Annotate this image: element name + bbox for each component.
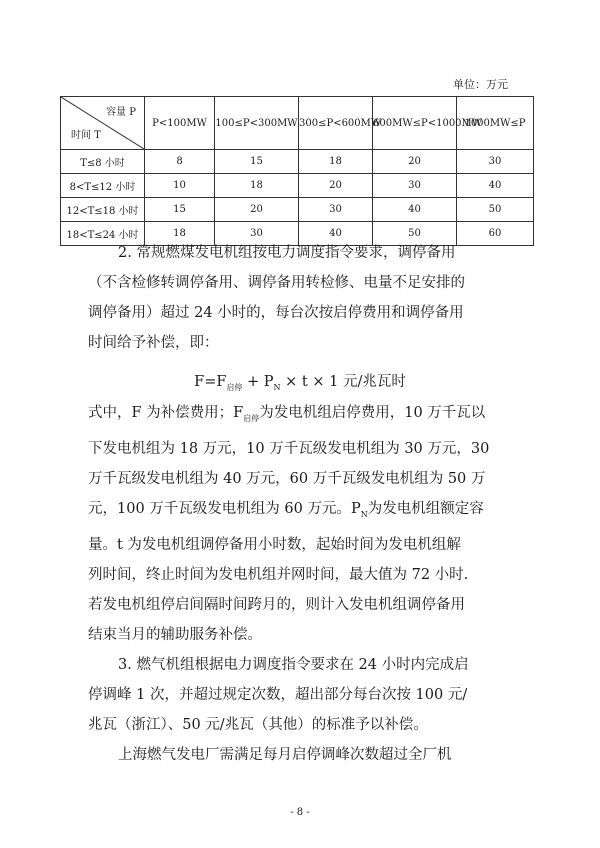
row-header: 12<T≤18 小时 [61, 198, 145, 222]
paragraph-line: 元，100 万千瓦级发电机组为 60 万元。$P_N$为发电机组额定容 [88, 500, 484, 519]
column-header: 600MW≤P<1000MW [373, 97, 457, 150]
table-cell: 30 [457, 150, 534, 174]
formula-subscript: 启停 [226, 382, 243, 392]
section-2-body [88, 398, 518, 650]
table-cell: 15 [145, 198, 215, 222]
table-cell: 50 [373, 222, 457, 246]
table-cell: 8 [145, 150, 215, 174]
paragraph-line: 兆瓦（浙江）、50 元/兆瓦（其他）的标准予以补偿。 [88, 717, 428, 733]
section-4 [88, 740, 518, 770]
paragraph-line: 时间给予补偿，即： [88, 335, 219, 351]
table-cell: 10 [145, 174, 215, 198]
section-2-intro [88, 238, 518, 358]
table-cell: 30 [215, 222, 299, 246]
paragraph-line: 量。t 为发电机组调停备用小时数，起始时间为发电机组解 [88, 536, 461, 553]
table-cell: 30 [373, 174, 457, 198]
column-header: 1000MW≤P [457, 97, 534, 150]
table-row [61, 174, 534, 198]
formula-mid: + P [247, 374, 274, 390]
table-cell: 60 [457, 222, 534, 246]
section-3 [88, 650, 518, 740]
table-cell: 18 [299, 150, 373, 174]
corner-label-capacity: 容量 P [106, 107, 136, 118]
table-cell: 20 [299, 174, 373, 198]
formula-subscript: N [273, 382, 281, 392]
formula-rhs: × t × 1 元/兆瓦时 [285, 374, 406, 390]
paragraph-line: （不含检修转调停备用、调停备用转检修、电量不足安排的 [88, 275, 465, 291]
corner-label-time: 时间 T [71, 130, 101, 141]
column-header: 100≤P<300MW [215, 97, 299, 150]
table-cell: 50 [457, 198, 534, 222]
table-cell: 20 [373, 150, 457, 174]
paragraph-line: 3. 燃气机组根据电力调度指令要求在 24 小时内完成启 [118, 657, 469, 673]
paragraph-line: 下发电机组为 18 万元，10 万千瓦级发电机组为 30 万元，30 [88, 440, 490, 457]
paragraph-line: 万千瓦级发电机组为 40 万元，60 万千瓦级发电机组为 50 万 [88, 470, 486, 487]
table-cell: 18 [215, 174, 299, 198]
table-row [61, 198, 534, 222]
table-cell: 30 [299, 198, 373, 222]
formula-lhs: F=F [194, 374, 227, 390]
table-cell: 40 [457, 174, 534, 198]
compensation-formula [0, 370, 600, 393]
paragraph-line: 若发电机组停启间隔时间跨月的，则计入发电机组调停备用 [88, 596, 465, 613]
page-number: - 8 - [290, 807, 310, 818]
compensation-table [60, 96, 534, 246]
unit-label: 单位：万元 [453, 78, 508, 91]
table-cell: 15 [215, 150, 299, 174]
table-cell: 40 [299, 222, 373, 246]
row-header: 8<T≤12 小时 [61, 174, 145, 198]
paragraph-line: 结束当月的辅助服务补偿。 [88, 626, 262, 643]
table-corner-cell [61, 97, 145, 150]
paragraph-line: 调停备用）超过 24 小时的，每台次按启停费用和调停备用 [88, 305, 464, 321]
row-header: T≤8 小时 [61, 150, 145, 174]
paragraph-line: 2. 常规燃煤发电机组按电力调度指令要求，调停备用 [118, 245, 456, 261]
paragraph-line: 列时间，终止时间为发电机组并网时间，最大值为 72 小时. [88, 566, 469, 583]
table-cell: 20 [215, 198, 299, 222]
paragraph-line: 上海燃气发电厂需满足每月启停调峰次数超过全厂机 [118, 747, 452, 763]
paragraph-line: 停调峰 1 次，并超过规定次数，超出部分每台次按 100 元/ [88, 687, 468, 703]
table-header-row [61, 97, 534, 150]
paragraph-line: 式中，F 为补偿费用；$F_{启停}$为发电机组启停费用，10 万千瓦以 [88, 405, 486, 423]
column-header: 300≤P<600MW [299, 97, 373, 150]
table-cell: 40 [373, 198, 457, 222]
table-row [61, 150, 534, 174]
table-cell: 18 [145, 222, 215, 246]
column-header: P<100MW [145, 97, 215, 150]
row-header: 18<T≤24 小时 [61, 222, 145, 246]
